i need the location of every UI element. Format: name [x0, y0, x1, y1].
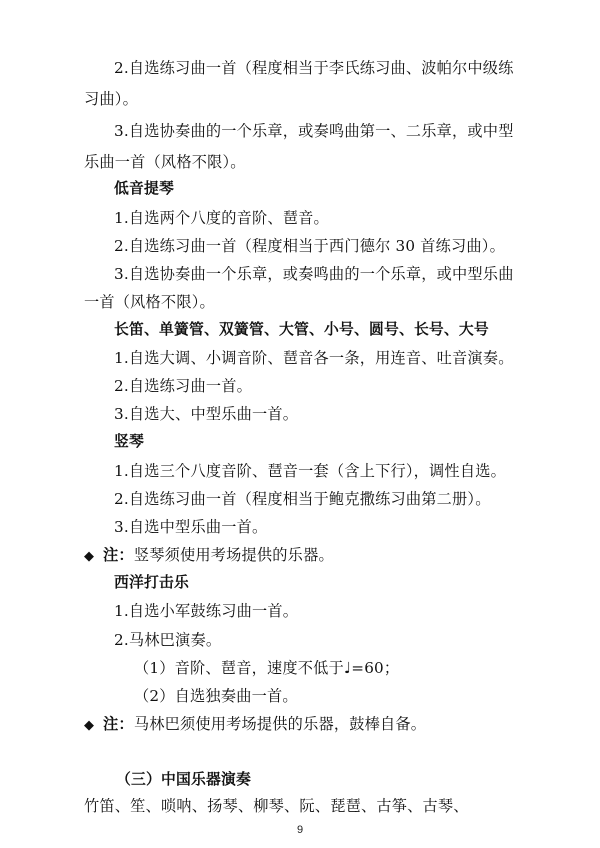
text-line: 2.自选练习曲一首（程度相当于西门德尔 30 首练习曲）。 — [114, 237, 505, 255]
note-harp — [84, 545, 524, 567]
section-heading-chinese-instruments: （三）中国乐器演奏 — [116, 771, 251, 788]
text-line: 3.自选协奏曲一个乐章，或奏鸣曲的一个乐章，或中型乐曲 — [114, 265, 514, 283]
text-line: 3.自选大、中型乐曲一首。 — [114, 405, 299, 423]
text-line: 1.自选小军鼓练习曲一首。 — [114, 602, 299, 620]
section-heading-harp: 竖琴 — [114, 433, 144, 450]
text-line: 1.自选两个八度的音阶、琶音。 — [114, 209, 329, 227]
page-number: 9 — [296, 824, 304, 836]
text-line: 习曲）。 — [84, 90, 138, 108]
text-line: 一首（风格不限）。 — [84, 293, 215, 311]
section-heading-double-bass: 低音提琴 — [114, 180, 174, 197]
text-line: 2.自选练习曲一首（程度相当于李氏练习曲、波帕尔中级练 — [114, 59, 514, 77]
note-label: 注： — [103, 546, 134, 564]
section-heading-percussion: 西洋打击乐 — [114, 574, 189, 591]
section-heading-winds: 长笛、单簧管、双簧管、大管、小号、圆号、长号、大号 — [114, 321, 489, 338]
text-line: （1）音阶、琶音，速度不低于♩=60； — [134, 659, 400, 677]
text-line: 2.自选练习曲一首。 — [114, 377, 252, 395]
note-text: 竖琴须使用考场提供的乐器。 — [133, 546, 334, 564]
text-line: 竹笛、笙、唢呐、扬琴、柳琴、阮、琵琶、古筝、古琴、 — [84, 797, 469, 815]
text-line: 1.自选大调、小调音阶、琶音各一条，用连音、吐音演奏。 — [114, 349, 514, 367]
text-line: 1.自选三个八度音阶、琶音一套（含上下行），调性自选。 — [114, 462, 506, 480]
text-line: 3.自选协奏曲的一个乐章，或奏鸣曲第一、二乐章，或中型 — [114, 122, 514, 140]
text-line: 乐曲一首（风格不限）。 — [84, 153, 246, 171]
note-marimba — [84, 714, 524, 736]
text-line: 2.自选练习曲一首（程度相当于鲍克撒练习曲第二册）。 — [114, 490, 491, 508]
note-text: 马林巴须使用考场提供的乐器，鼓棒自备。 — [133, 715, 427, 733]
text-line: 3.自选中型乐曲一首。 — [114, 518, 268, 536]
text-line: （2）自选独奏曲一首。 — [134, 687, 298, 705]
diamond-bullet-icon: ◆ — [84, 718, 95, 733]
diamond-bullet-icon: ◆ — [84, 549, 95, 564]
note-label: 注： — [103, 715, 134, 733]
text-line: 2.马林巴演奏。 — [114, 631, 222, 649]
